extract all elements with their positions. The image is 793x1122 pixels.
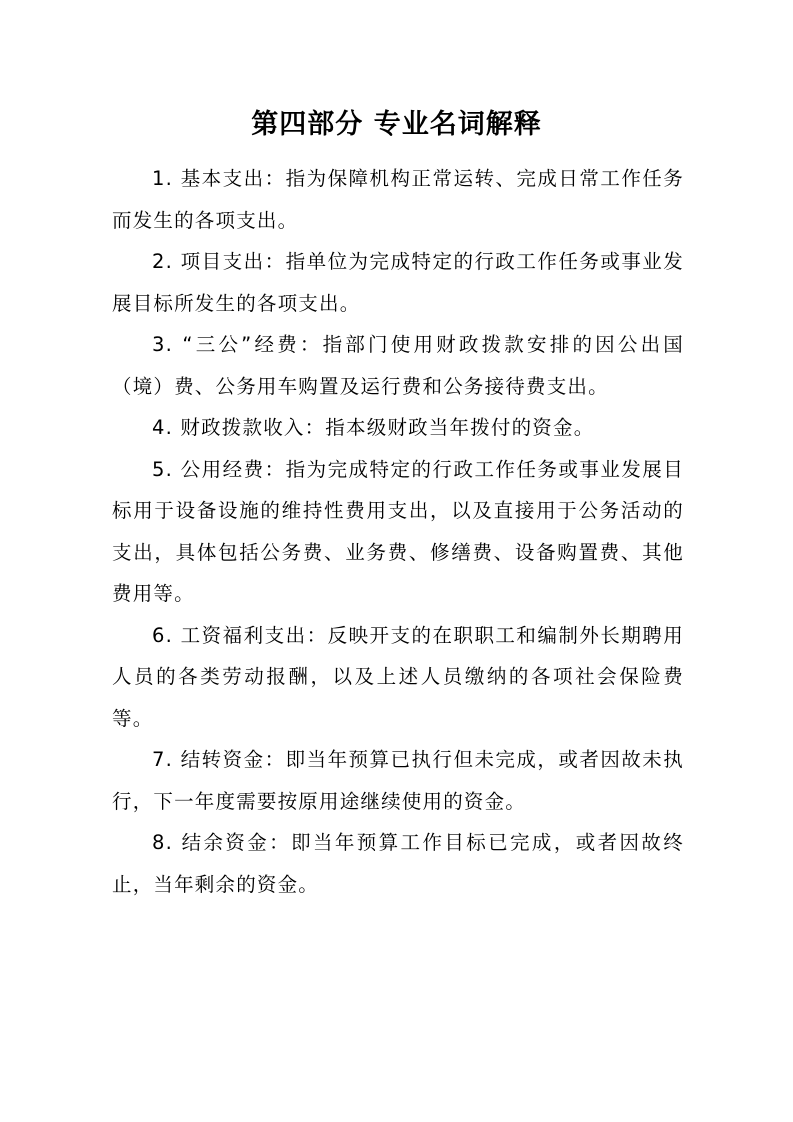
definition-project-expenditure: 2. 项目支出：指单位为完成特定的行政工作任务或事业发展目标所发生的各项支出。 [112,250,684,315]
page-title: 第四部分 专业名词解释 [251,109,542,140]
definition-wage-welfare-expenditure: 6. 工资福利支出：反映开支的在职职工和编制外长期聘用人员的各类劳动报酬，以及上述人员缴纳的各项社会保险费等。 [112,623,684,730]
definition-carryover-funds: 7. 结转资金：即当年预算已执行但未完成，或者因故未执行，下一年度需要按原用途继续使用的资金。 [112,748,684,813]
definition-fiscal-appropriation-income: 4. 财政拨款收入：指本级财政当年拨付的资金。 [152,416,595,439]
definition-three-public-expenses: 3. “三公”经费：指部门使用财政拨款安排的因公出国（境）费、公务用车购置及运行费和公务接待费支出。 [112,333,684,398]
definition-public-funds: 5. 公用经费：指为完成特定的行政工作任务或事业发展目标用于设备设施的维持性费用支出，以及直接用于公务活动的支出，具体包括公务费、业务费、修缮费、设备购置费、其他费用等。 [112,457,684,605]
definition-surplus-funds: 8. 结余资金：即当年预算工作目标已完成，或者因故终止，当年剩余的资金。 [112,831,684,896]
definitions-list [112,158,684,905]
definition-basic-expenditure: 1. 基本支出：指为保障机构正常运转、完成日常工作任务而发生的各项支出。 [112,167,684,232]
